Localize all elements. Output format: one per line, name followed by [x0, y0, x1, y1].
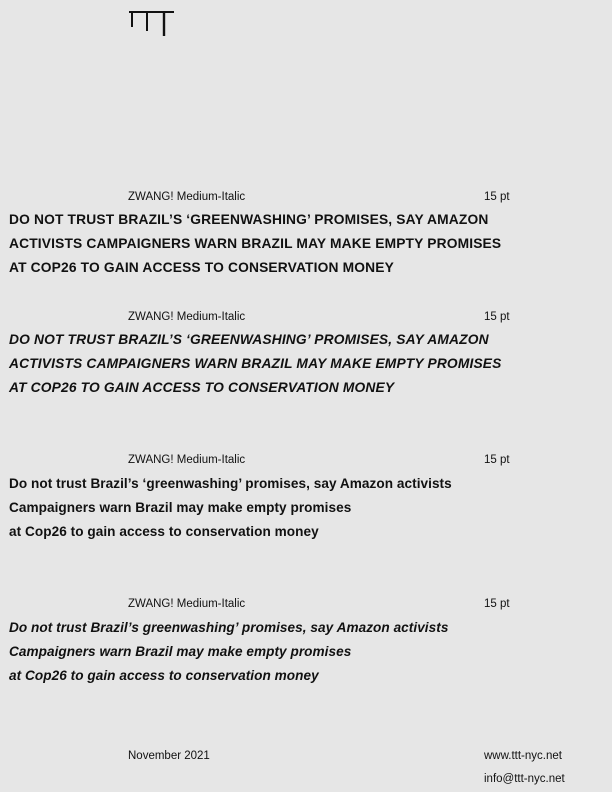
- font-name-label: ZWANG! Medium-Italic: [128, 191, 246, 203]
- font-size-label: 15 pt: [484, 311, 510, 323]
- footer-date: November 2021: [128, 750, 210, 762]
- font-name-label: ZWANG! Medium-Italic: [128, 311, 246, 323]
- specimen-line: at Cop26 to gain access to conservation money: [9, 668, 319, 683]
- specimen-line: ACTIVISTS CAMPAIGNERS WARN BRAZIL MAY MAKE EMPTY PROMISES: [9, 356, 502, 371]
- specimen-line: AT COP26 TO GAIN ACCESS TO CONSERVATION MONEY: [9, 380, 395, 395]
- specimen-line: AT COP26 TO GAIN ACCESS TO CONSERVATION MONEY: [9, 260, 394, 275]
- specimen-text: [9, 328, 502, 400]
- footer-email-link[interactable]: info@ttt-nyc.net: [484, 773, 565, 785]
- font-size-label: 15 pt: [484, 191, 510, 203]
- font-name-label: ZWANG! Medium-Italic: [128, 454, 246, 466]
- specimen-line: ACTIVISTS CAMPAIGNERS WARN BRAZIL MAY MAKE EMPTY PROMISES: [9, 236, 502, 251]
- font-name-label: ZWANG! Medium-Italic: [128, 598, 246, 610]
- specimen-line: at Cop26 to gain access to conservation money: [9, 524, 319, 539]
- specimen-line: Campaigners warn Brazil may make empty promises: [9, 644, 352, 659]
- specimen-text: [9, 616, 448, 688]
- specimen-text: [9, 208, 501, 280]
- specimen-text: [9, 472, 452, 544]
- specimen-line: Do not trust Brazil’s ‘greenwashing’ promises, say Amazon activists: [9, 476, 452, 491]
- specimen-line: Campaigners warn Brazil may make empty promises: [9, 500, 352, 515]
- ttt-logo-icon: [127, 8, 175, 36]
- specimen-line: DO NOT TRUST BRAZIL’S ‘GREENWASHING’ PROMISES, SAY AMAZON: [9, 212, 489, 227]
- font-size-label: 15 pt: [484, 454, 510, 466]
- footer-website-link[interactable]: www.ttt-nyc.net: [484, 750, 562, 762]
- font-size-label: 15 pt: [484, 598, 510, 610]
- specimen-line: Do not trust Brazil’s greenwashing’ promises, say Amazon activists: [9, 620, 449, 635]
- specimen-line: DO NOT TRUST BRAZIL’S ‘GREENWASHING’ PROMISES, SAY AMAZON: [9, 332, 489, 347]
